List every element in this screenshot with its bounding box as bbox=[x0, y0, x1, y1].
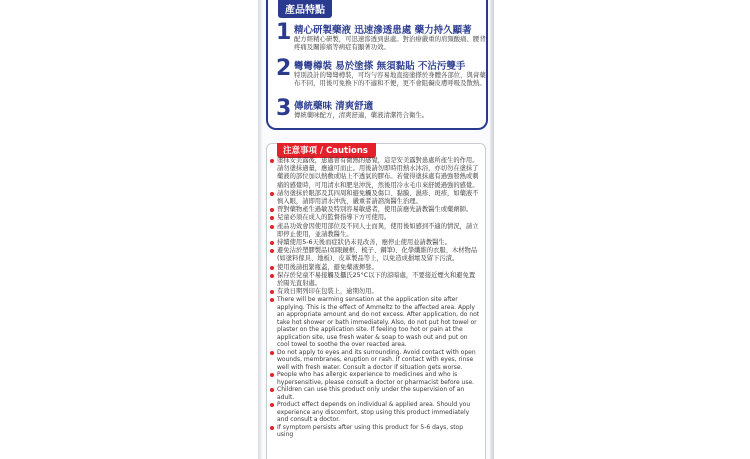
cautions-list bbox=[269, 157, 481, 439]
cautions-panel bbox=[266, 143, 486, 459]
caution-item: 使用後請扭緊瓶蓋，避免藥液揮發。 bbox=[269, 264, 481, 272]
product-box-side-panel bbox=[258, 0, 494, 459]
caution-item: There will be warming sensation at the application site after applying. This is the effect of Ammeltz to the affected area. Apply an appropriate amount and do not excess. After application, do not take hot shower or bath immediately. Also, do not put hot towel or plaster on the application site. If feeling too hot or pain at the application site, use fresh water & soap to wash out and put on cool towel to soothe the over reacted area. bbox=[269, 296, 481, 349]
caution-item: Do not apply to eyes and its surrounding. Avoid contact with open wounds, membranes, eruption or rash. If contact with eyes, rinse well with fresh water. Consult a doctor if situation gets worse. bbox=[269, 349, 481, 372]
caution-item: 產品功效會因使用部位及不同人士而異，使用後如感到不適的情況，請立即停止使用，並請教醫生。 bbox=[269, 223, 481, 239]
caution-item: People who has allergic experience to medicines and who is hypersensitive, please consult a doctor or pharmacist before use. bbox=[269, 371, 481, 386]
features-header: 產品特點 bbox=[278, 0, 332, 18]
feature-title: 傳統藥味 清爽舒適 bbox=[294, 101, 374, 112]
caution-item: 有效日期列印在包裝上，逾期勿用。 bbox=[269, 288, 481, 296]
caution-item: Product effect depends on individual & applied area. Should you experience any discomfort, stop using this product immediately and consult a doctor. bbox=[269, 401, 481, 424]
feature-number: 3 bbox=[276, 96, 292, 121]
feature-title: 彎彎樽裝 易於塗搽 無須黏貼 不沾污雙手 bbox=[294, 61, 466, 72]
features-panel bbox=[266, 0, 488, 130]
feature-description: 特別設計的彎彎樽裝，可均勻容易地直接塗搽於身體各部位，與膏藥布不同，用後可免換下的不適和不便，更不會阻礙皮膚呼吸及散熱。 bbox=[294, 71, 486, 88]
caution-item: 持續使用5-6天後而症狀仍未見改善，應停止使用並請教醫生。 bbox=[269, 239, 481, 247]
caution-item: 塗抹安美露後，患處會有微熱的感覺，這是安美露對患處所產生的作用。請勿塗抹過量，應適可而止。用後請勿即時用熱水沐浴，亦切勿在塗抹了藥液的部位加以熱敷或貼上不透氣的膠布。若覺得塗抹處有過強發熱或刺痛的感覺時，可用清水和肥皂沖洗，然後用冷水毛巾來舒緩過強的感覺。 bbox=[269, 157, 481, 190]
caution-item: 保存於兒童不易接觸及攝氏25°C以下的涼暗處，不要接近煙火和避免置於陽光直射處。 bbox=[269, 272, 481, 288]
feature-number: 1 bbox=[276, 20, 292, 45]
caution-item: If symptom persists after using this product for 5-6 days, stop using bbox=[269, 424, 481, 439]
feature-number: 2 bbox=[276, 56, 292, 81]
feature-description: 傳統藥味配方，清爽舒適，藥液清潔符合衛生。 bbox=[294, 111, 429, 119]
caution-item: 避免沾於塑膠製品(如眼鏡框、梳子、鋼筆)、化學纖維的衣服、木材物品(如塗料傢具、地板)、皮革製品等上，以免造成損壞及留下污漬。 bbox=[269, 247, 481, 263]
caution-item: 曾對藥物產生過敏及特別容易敏感者，使用前應先請教醫生或藥劑師。 bbox=[269, 206, 481, 214]
caution-item: 兒童必須在成人的監督指導下方可使用。 bbox=[269, 214, 481, 222]
caution-item: Children can use this product only under the supervision of an adult. bbox=[269, 386, 481, 401]
cautions-header: 注意事項 / Cautions bbox=[277, 143, 376, 158]
feature-description: 配方經精心研製，可迅速滲透到患處。對治療嚴重的肩頸酸痛、腰背疼痛及關節痛等病症有顯著功效。 bbox=[294, 35, 486, 52]
feature-title: 精心研製藥液 迅速滲透患處 藥力持久顯著 bbox=[294, 25, 472, 36]
caution-item: 請勿塗抹於眼部及其四周和避免觸及傷口、黏膜、濕疹、斑疹，如藥液不慎入眼，請即用清水沖洗，嚴重者請諮詢醫生治理。 bbox=[269, 190, 481, 206]
